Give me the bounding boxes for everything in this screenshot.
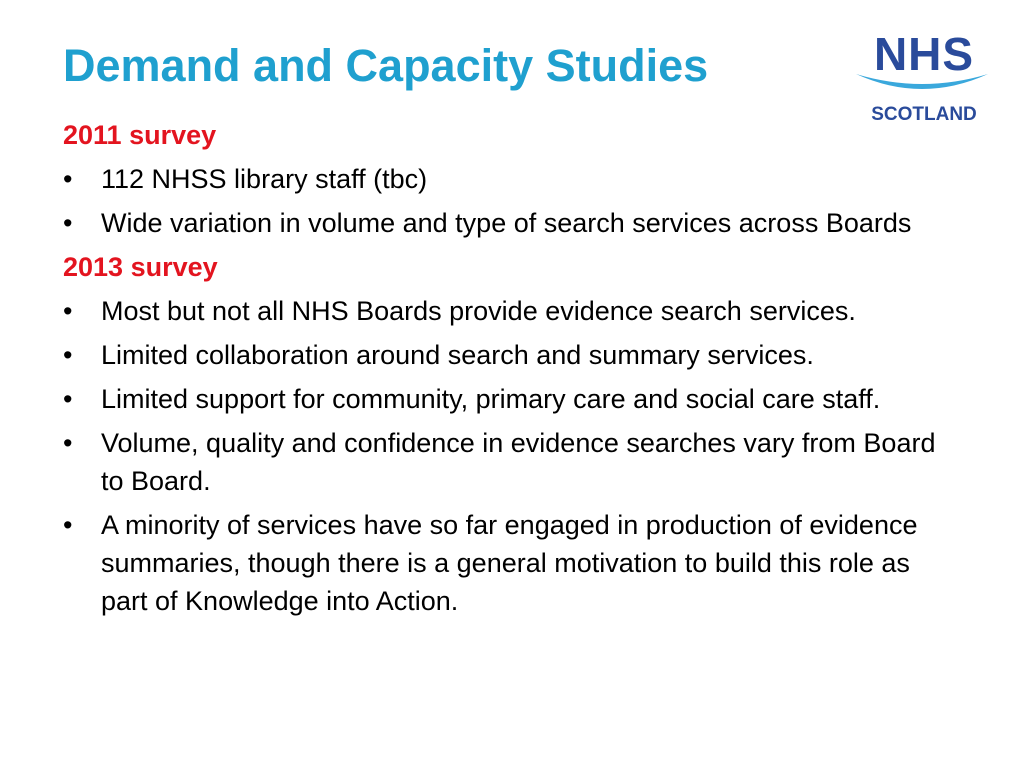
bullet-text: Limited support for community, primary care and social care staff. bbox=[101, 384, 881, 414]
logo-nhs-text: NHS bbox=[873, 30, 975, 80]
logo-scotland-text: SCOTLAND bbox=[871, 104, 977, 125]
bullet-item bbox=[63, 204, 963, 242]
bullet-item bbox=[63, 160, 963, 198]
bullet-marker: • bbox=[63, 296, 73, 326]
bullet-marker: • bbox=[63, 384, 73, 414]
bullet-item bbox=[63, 506, 963, 620]
bullet-item bbox=[63, 380, 963, 418]
nhs-scotland-logo bbox=[852, 30, 992, 126]
bullet-marker: • bbox=[63, 340, 73, 370]
bullet-marker: • bbox=[63, 428, 73, 458]
bullet-item bbox=[63, 424, 963, 500]
bullet-text: Limited collaboration around search and summary services. bbox=[101, 340, 814, 370]
slide-title: Demand and Capacity Studies bbox=[63, 40, 709, 91]
bullet-marker: • bbox=[63, 208, 73, 238]
bullet-marker: • bbox=[63, 510, 73, 540]
bullet-text: Volume, quality and confidence in evidence searches vary from Board to Board. bbox=[101, 428, 936, 496]
section-heading-2013: 2013 survey bbox=[63, 252, 218, 282]
section-heading-2011: 2011 survey bbox=[63, 120, 217, 150]
bullet-item bbox=[63, 292, 963, 330]
bullet-marker: • bbox=[63, 164, 73, 194]
bullet-item bbox=[63, 336, 963, 374]
bullet-text: Wide variation in volume and type of search services across Boards bbox=[101, 208, 912, 238]
slide-content bbox=[63, 116, 963, 626]
bullet-text: 112 NHSS library staff (tbc) bbox=[101, 164, 428, 194]
bullet-text: Most but not all NHS Boards provide evidence search services. bbox=[101, 296, 856, 326]
bullet-text: A minority of services have so far engaged in production of evidence summaries, though there is a general motivation to build this role as part of Knowledge into Action. bbox=[101, 510, 918, 616]
